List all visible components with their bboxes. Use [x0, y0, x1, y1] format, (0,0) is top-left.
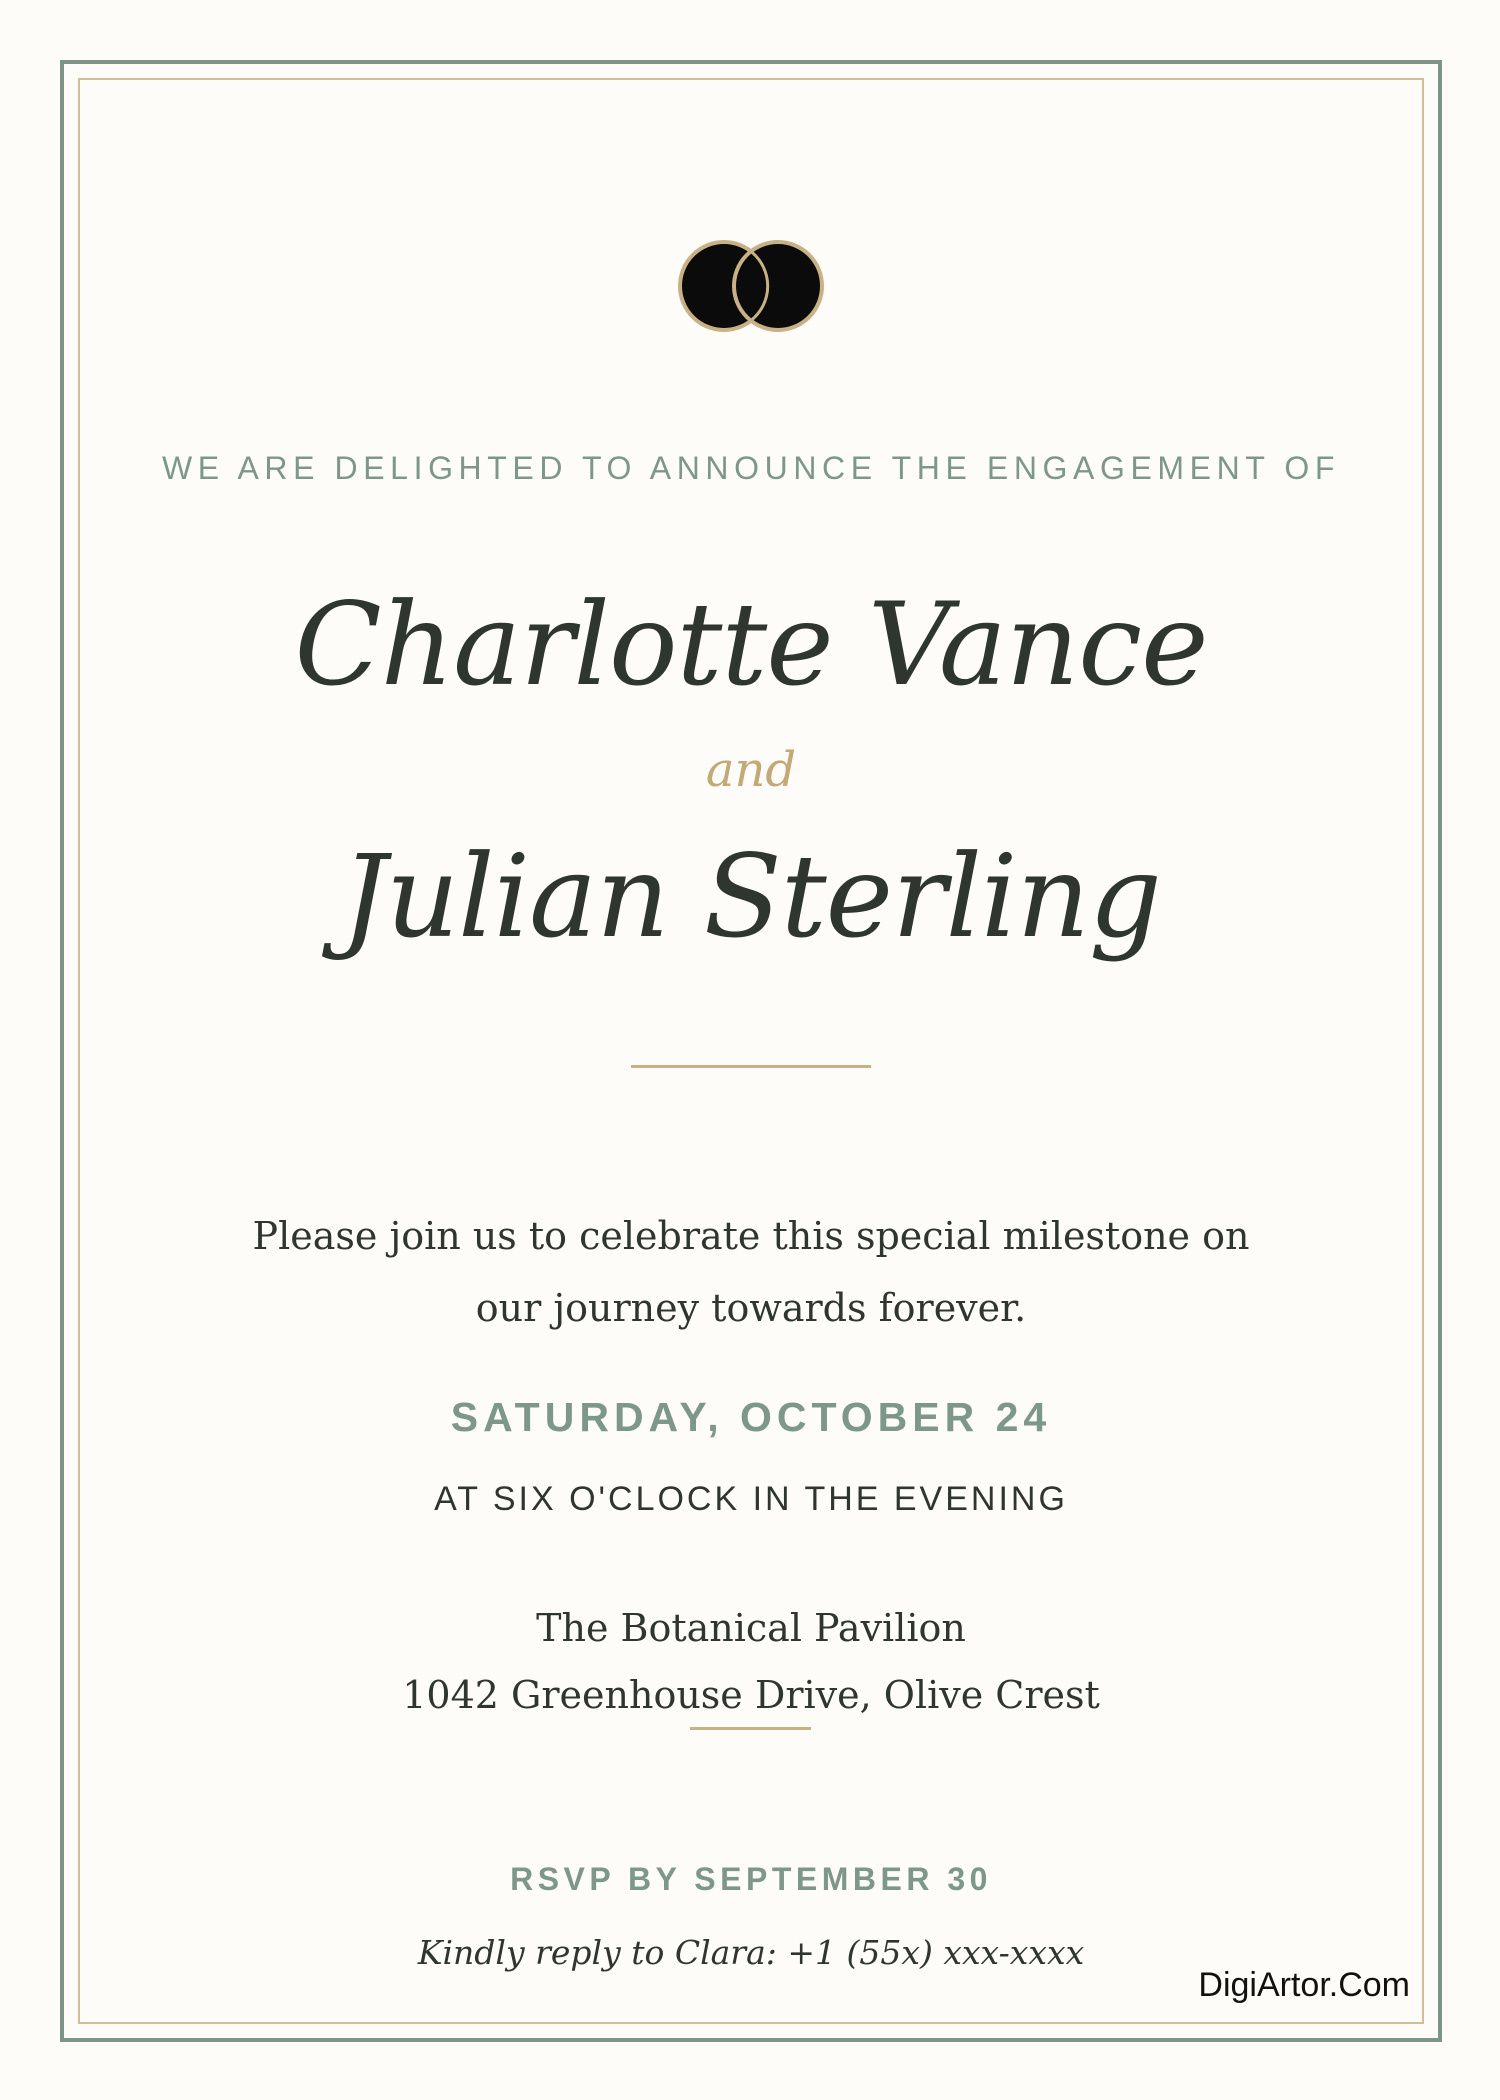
venue-address: 1042 Greenhouse Drive, Olive Crest [402, 1673, 1100, 1717]
watermark: DigiArtor.Com [1198, 1966, 1410, 2004]
event-date: SATURDAY, OCTOBER 24 [450, 1394, 1052, 1440]
interlocking-rings-icon [671, 238, 831, 334]
announcement-heading: WE ARE DELIGHTED TO ANNOUNCE THE ENGAGEMENT OF [161, 450, 1341, 486]
rsvp-contact: Kindly reply to Clara: +1 (55x) xxx-xxxx [417, 1933, 1085, 1972]
venue-name: The Botanical Pavilion [536, 1606, 966, 1650]
invitation-message: Please join us to celebrate this special milestone on our journey towards forever. [252, 1214, 1250, 1330]
partner-name-first: Charlotte Vance [294, 578, 1208, 711]
invitation-card [78, 78, 1424, 2024]
partner-name-second: Julian Sterling [341, 830, 1161, 963]
event-time: AT SIX O'CLOCK IN THE EVENING [434, 1480, 1068, 1518]
divider-line-short [690, 1727, 811, 1730]
divider-line [631, 1065, 871, 1068]
rsvp-deadline: RSVP BY SEPTEMBER 30 [510, 1861, 992, 1897]
conjunction: and [705, 742, 797, 798]
